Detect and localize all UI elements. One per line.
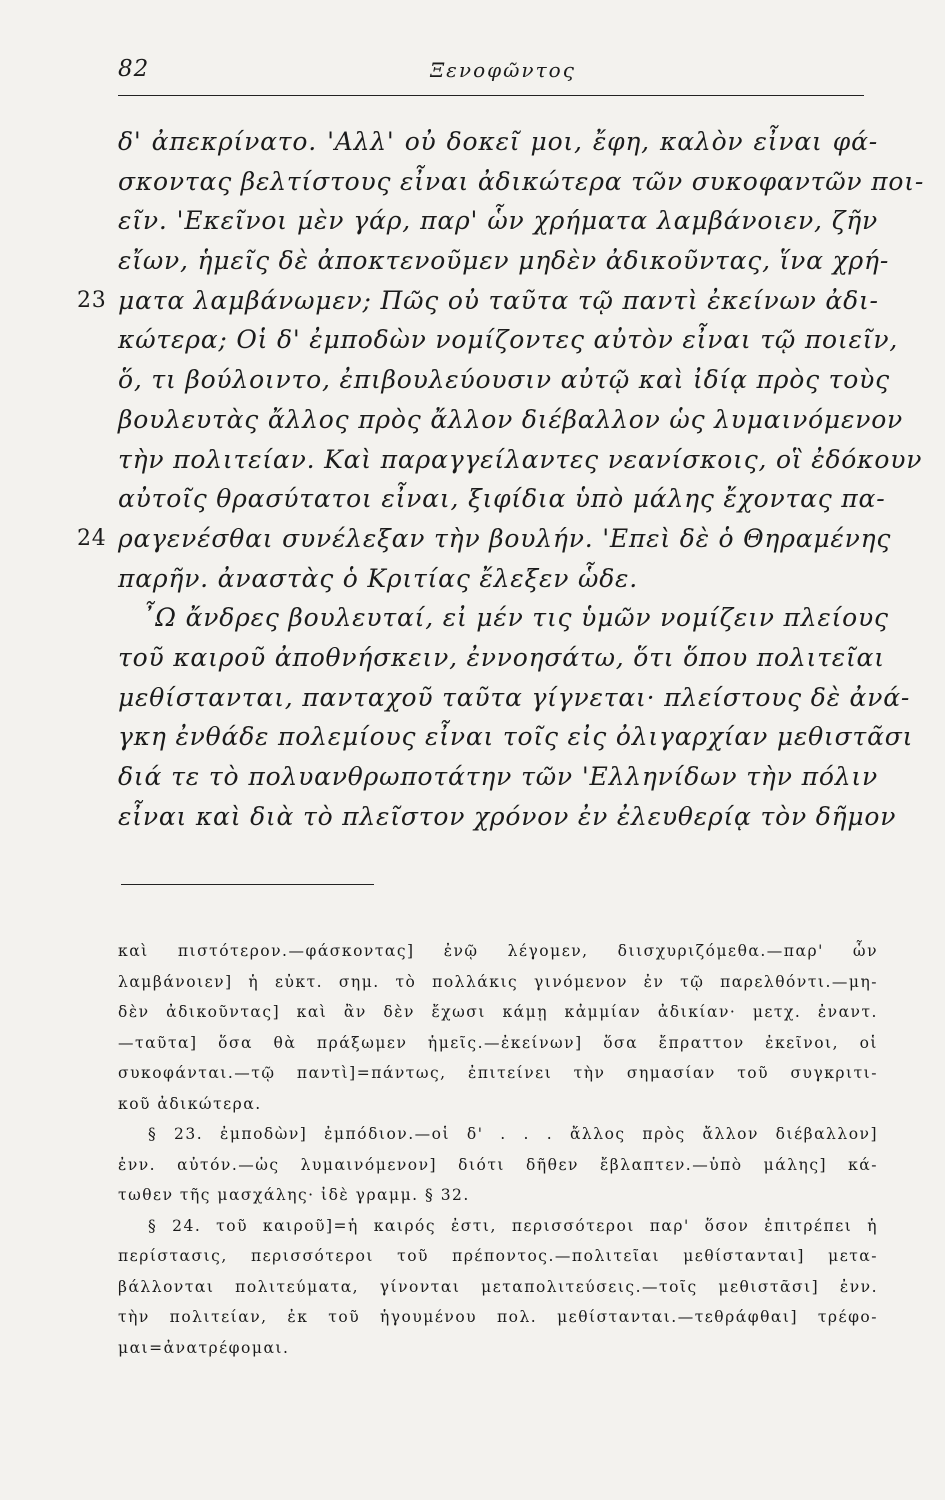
text-line: 23 ματα λαμβάνωμεν; Πῶς οὐ ταῦτα τῷ παντὶ ἐκείνων ἀδι- bbox=[118, 281, 878, 321]
note-line: ἐνν. αὐτόν.—ὡς λυμαινόμενον] διότι δῆθεν ἔβλαπτεν.—ὑπὸ μάλης] κά- bbox=[118, 1155, 878, 1174]
page-header bbox=[118, 56, 864, 94]
note-line: συκοφάνται.—τῷ παντὶ]=πάντως, ἐπιτείνει τὴν σημασίαν τοῦ συγκριτι- bbox=[118, 1064, 878, 1082]
note-line: κοῦ ἀδικώτερα. bbox=[118, 1094, 262, 1113]
note-line: καὶ πιστότερον.—φάσκοντας] ἐνῷ λέγομεν, διισχυριζόμεθα.—παρ' ὧν bbox=[118, 942, 878, 960]
section-number: 23 bbox=[77, 287, 107, 313]
header-rule bbox=[118, 95, 864, 96]
note-line: βάλλονται πολιτεύματα, γίνονται μεταπολιτεύσεις.—τοῖς μεθιστᾶσι] ἐνν. bbox=[118, 1277, 878, 1296]
page-number: 82 bbox=[118, 56, 150, 82]
text-line: δ' ἀπεκρίνατο. 'Αλλ' οὐ δοκεῖ μοι, ἔφη, καλὸν εἶναι φά- bbox=[118, 127, 878, 156]
text-line: τοῦ καιροῦ ἀποθνήσκειν, ἐννοησάτω, ὅτι ὅπου πολιτεῖαι bbox=[118, 642, 885, 672]
text-line: βουλευτὰς ἄλλος πρὸς ἄλλον διέβαλλον ὡς λυμαινόμενον bbox=[118, 404, 904, 434]
text-line: ῏Ω ἄνδρες βουλευταί, εἰ μέν τις ὑμῶν νομίζειν πλείους bbox=[142, 603, 889, 633]
section-number: 24 bbox=[77, 525, 107, 551]
note-line: λαμβάνοιεν] ἡ εὐκτ. σημ. τὸ πολλάκις γινόμενον ἐν τῷ παρελθόντι.—μη- bbox=[118, 972, 878, 991]
text-line: μεθίστανται, πανταχοῦ ταῦτα γίγνεται· πλείστους δὲ ἀνά- bbox=[118, 682, 911, 712]
text-line: τὴν πολιτείαν. Καὶ παραγγείλαντες νεανίσκοις, οἳ ἐδόκουν bbox=[118, 444, 923, 474]
text-line: εῖν. 'Εκεῖνοι μὲν γάρ, παρ' ὧν χρήματα λαμβάνοιεν, ζῆν bbox=[118, 206, 878, 236]
text-line: σκοντας βελτίστους εἶναι ἀδικώτερα τῶν συκοφαντῶν ποι- bbox=[118, 166, 925, 196]
text-line: 24 ραγενέσθαι συνέλεξαν τὴν βουλήν. 'Επεὶ δὲ ὁ Θηραμένης bbox=[118, 519, 878, 559]
note-line: τὴν πολιτείαν, ἐκ τοῦ ἡγουμένου πολ. μεθίστανται.—τεθράφθαι] τρέφο- bbox=[118, 1308, 878, 1326]
note-line: § 23. ἐμποδὼν] ἐμπόδιον.—οἱ δ' . . . ἄλλος πρὸς ἄλλον διέβαλλον] bbox=[148, 1125, 878, 1143]
note-line: § 24. τοῦ καιροῦ]=ἡ καιρός ἐστι, περισσότεροι παρ' ὅσον ἐπιτρέπει ἡ bbox=[148, 1216, 878, 1235]
main-text-block bbox=[77, 122, 925, 836]
text-line: γκη ἐνθάδε πολεμίους εἶναι τοῖς εἰς ὀλιγαρχίαν μεθιστᾶσι bbox=[118, 722, 914, 752]
note-line: δὲν ἀδικοῦντας] καὶ ἂν δὲν ἔχωσι κάμῃ κἀμμίαν ἀδικίαν· μετχ. ἐναντ. bbox=[118, 1003, 878, 1021]
note-line: περίστασις, περισσότεροι τοῦ πρέποντος.—πολιτεῖαι μεθίστανται] μετα- bbox=[118, 1247, 878, 1265]
running-title: Ξενοφῶντος bbox=[430, 58, 576, 82]
text-line: αὐτοῖς θρασύτατοι εἶναι, ξιφίδια ὑπὸ μάλης ἔχοντας πα- bbox=[118, 484, 886, 514]
note-line: τωθεν τῆς μασχάλης· ἰδὲ γραμμ. § 32. bbox=[118, 1186, 470, 1204]
text-line: εἶναι καὶ διὰ τὸ πλεῖστον χρόνον ἐν ἐλευθερίᾳ τὸν δῆμον bbox=[118, 801, 897, 831]
note-line: μαι=ἀνατρέφομαι. bbox=[118, 1338, 290, 1357]
text-line: ὅ, τι βούλοιντο, ἐπιβουλεύουσιν αὐτῷ καὶ ἰδίᾳ πρὸς τοὺς bbox=[118, 365, 890, 395]
footnote-rule bbox=[121, 884, 374, 885]
commentary-notes bbox=[118, 936, 878, 1363]
text-line: διά τε τὸ πολυανθρωποτάτην τῶν 'Ελληνίδων τὴν πόλιν bbox=[118, 762, 878, 791]
text-line: κώτερα; Οἱ δ' ἐμποδὼν νομίζοντες αὐτὸν εἶναι τῷ ποιεῖν, bbox=[118, 325, 899, 355]
text-line: παρῆν. ἀναστὰς ὁ Κριτίας ἔλεξεν ὧδε. bbox=[118, 563, 639, 593]
text-line: εἴων, ἡμεῖς δὲ ἀποκτενοῦμεν μηδὲν ἀδικοῦντας, ἵνα χρή- bbox=[118, 246, 890, 276]
note-line: —ταῦτα] ὅσα θὰ πράξωμεν ἡμεῖς.—ἐκείνων] ὅσα ἔπραττον ἐκεῖνοι, οἱ bbox=[118, 1033, 878, 1052]
